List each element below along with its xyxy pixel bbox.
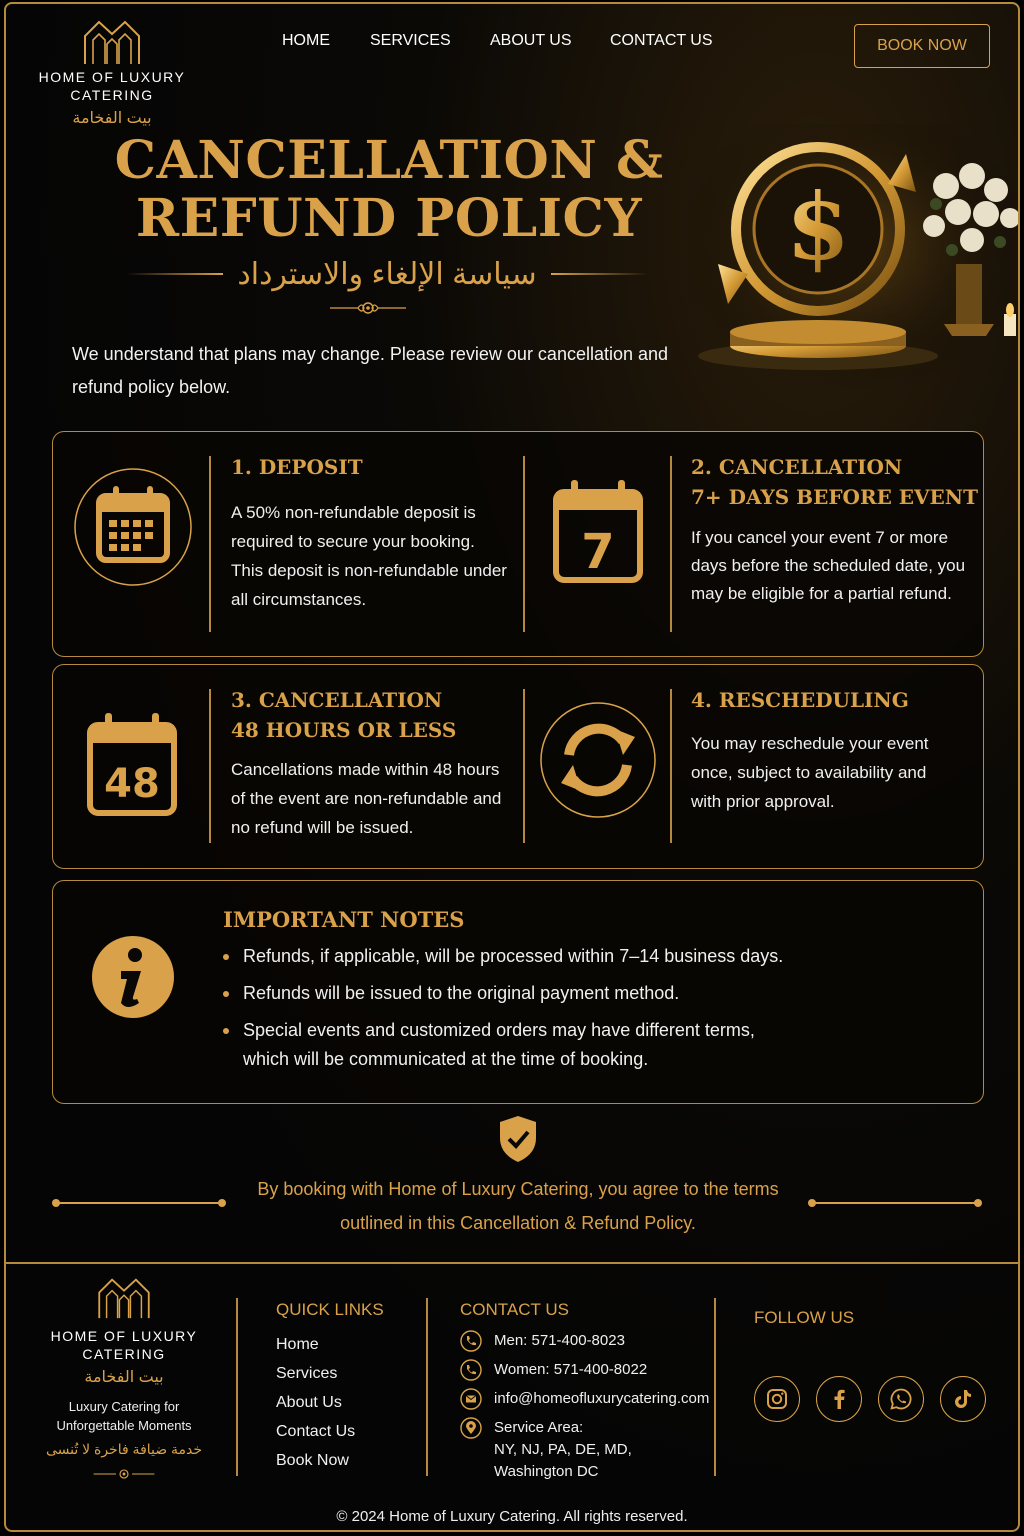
contact-list: [460, 1330, 709, 1490]
tiktok-link[interactable]: [940, 1376, 986, 1422]
whatsapp-link[interactable]: [878, 1376, 924, 1422]
footer-link-about[interactable]: About Us: [276, 1394, 342, 1411]
contact-area: [460, 1417, 709, 1483]
book-now-button[interactable]: BOOK NOW: [854, 24, 990, 68]
notes-title: IMPORTANT NOTES: [223, 907, 465, 932]
divider-line: [56, 1202, 222, 1204]
quick-links-title: QUICK LINKS: [276, 1300, 384, 1319]
deposit-text: A 50% non-refundable deposit is required to secure your booking. This deposit is non-refundable under all circumstances.: [231, 503, 507, 609]
instagram-link[interactable]: [754, 1376, 800, 1422]
shield-check-icon: [496, 1114, 540, 1164]
footer-brand-arabic: بيت الفخامة: [84, 1369, 164, 1386]
divider-line: [209, 456, 211, 632]
ornament-icon: [328, 298, 408, 318]
mail-icon: [460, 1388, 482, 1410]
deposit-title: [231, 452, 363, 482]
footer-link-book-now[interactable]: Book Now: [276, 1452, 349, 1469]
nav-home[interactable]: HOME: [282, 32, 330, 49]
divider-line: [126, 273, 223, 275]
cancel48-title-line2: 48 HOURS OR LESS: [231, 718, 457, 742]
footer-tagline-arabic: خدمة ضيافة فاخرة لا تُنسى: [45, 1441, 203, 1457]
footer-link-home[interactable]: Home: [276, 1336, 319, 1353]
contact-women[interactable]: [460, 1359, 709, 1381]
reschedule-icon-wrap: [539, 701, 657, 824]
divider-line: [670, 456, 672, 632]
divider-line: [551, 273, 648, 275]
brand-logo[interactable]: [32, 18, 192, 128]
note-item: Refunds will be issued to the original payment method.: [223, 979, 803, 1008]
area-label: Service Area:: [494, 1419, 584, 1436]
reschedule-title-text: 4. RESCHEDULING: [691, 688, 909, 712]
cancel7-icon-wrap: [551, 476, 645, 591]
cancel48-text: Cancellations made within 48 hours of the event are non-refundable and no refund will be issued.: [231, 760, 502, 837]
info-icon: [91, 935, 175, 1019]
contact-email[interactable]: [460, 1388, 709, 1410]
contact-title: CONTACT US: [460, 1300, 569, 1319]
calendar-number: 48: [104, 761, 160, 807]
page-frame: [4, 2, 1020, 1532]
deposit-icon-wrap: [73, 462, 193, 597]
cancel7-title-line1: 2. CANCELLATION: [691, 455, 903, 479]
footer-link-services[interactable]: Services: [276, 1365, 338, 1382]
notes-list: [223, 942, 803, 1074]
notes-content: [223, 907, 803, 1082]
house-logo-icon: [83, 18, 141, 66]
refresh-icon: [539, 701, 657, 819]
agreement-text: By booking with Home of Luxury Catering, you agree to the terms outlined in this Cancellation & Refund Policy.: [257, 1179, 779, 1233]
refund-emblem-icon: [688, 124, 1018, 394]
important-notes-card: [52, 880, 984, 1104]
main-nav: [282, 32, 730, 50]
cancel7-title: [691, 452, 978, 512]
footer-brand-line1: HOME OF LUXURY: [50, 1328, 198, 1344]
cancel7-title-line2: 7+ DAYS BEFORE EVENT: [691, 485, 978, 509]
quick-links: [276, 1330, 355, 1475]
follow-title: FOLLOW US: [754, 1308, 855, 1327]
reschedule-title: [691, 685, 909, 715]
page-title-line1: CANCELLATION &: [114, 130, 664, 191]
policy-card-row-1: [52, 431, 984, 657]
divider-line: [523, 456, 525, 632]
contact-men-text: Men: 571-400-8023: [494, 1332, 625, 1349]
copyright-text: © 2024 Home of Luxury Catering. All rights reserved.: [336, 1508, 688, 1525]
calendar-7-icon: [551, 476, 645, 586]
area-line2: Washington DC: [494, 1463, 599, 1480]
contact-women-text: Women: 571-400-8022: [494, 1361, 648, 1378]
page-title-arabic: سياسة الإلغاء والاسترداد: [237, 257, 537, 291]
footer-brand: [36, 1276, 212, 1487]
nav-contact[interactable]: CONTACT US: [610, 32, 713, 49]
footer-column-divider: [714, 1298, 716, 1476]
cancel7-text: If you cancel your event 7 or more days before the scheduled date, you may be eligible for a partial refund.: [691, 528, 966, 603]
cancel48-title: [231, 685, 456, 745]
nav-services[interactable]: SERVICES: [370, 32, 451, 49]
phone-icon: [460, 1330, 482, 1352]
cancel48-icon-wrap: [85, 709, 179, 824]
footer-column-divider: [236, 1298, 238, 1476]
reschedule-text: You may reschedule your event once, subject to availability and with prior approval.: [691, 734, 929, 811]
facebook-link[interactable]: [816, 1376, 862, 1422]
footer-link-contact[interactable]: Contact Us: [276, 1423, 356, 1440]
deposit-title-text: 1. DEPOSIT: [231, 455, 363, 479]
facebook-icon: [827, 1387, 851, 1411]
divider-line: [523, 689, 525, 843]
note-item: Refunds, if applicable, will be processed within 7–14 business days.: [223, 942, 803, 971]
divider-line: [209, 689, 211, 843]
page-title: [106, 132, 672, 248]
footer-tagline: Luxury Catering for Unforgettable Moments: [56, 1399, 192, 1433]
contact-area-text: [494, 1417, 632, 1483]
footer-brand-name: [36, 1327, 212, 1363]
footer-brand-line2: CATERING: [82, 1346, 166, 1362]
social-links: [754, 1376, 986, 1422]
area-line1: NY, NJ, PA, DE, MD,: [494, 1441, 632, 1458]
footer-divider: [6, 1262, 1018, 1264]
brand-name-line1: HOME OF LUXURY: [38, 69, 186, 85]
divider-line: [670, 689, 672, 843]
brand-name-line2: CATERING: [70, 87, 154, 103]
nav-about[interactable]: ABOUT US: [490, 32, 572, 49]
divider-line: [812, 1202, 978, 1204]
note-item: Special events and customized orders may have different terms, which will be communicated at the time of booking.: [223, 1016, 803, 1074]
tiktok-icon: [951, 1387, 975, 1411]
cancel48-title-line1: 3. CANCELLATION: [231, 688, 443, 712]
brand-name: [32, 68, 192, 104]
whatsapp-icon: [889, 1387, 913, 1411]
arabic-title-row: [126, 254, 648, 294]
calendar-number: 7: [581, 524, 615, 580]
house-logo-icon: [97, 1276, 151, 1320]
phone-icon: [460, 1359, 482, 1381]
page-title-line2: REFUND POLICY: [135, 188, 643, 249]
calendar-icon: [73, 462, 193, 592]
contact-email-text: info@homeofluxurycatering.com: [494, 1390, 710, 1407]
contact-men[interactable]: [460, 1330, 709, 1352]
instagram-icon: [765, 1387, 789, 1411]
svg-text:$: $: [785, 173, 851, 281]
footer-column-divider: [426, 1298, 428, 1476]
policy-card-row-2: [52, 664, 984, 869]
intro-text: We understand that plans may change. Please review our cancellation and refund policy below.: [72, 344, 669, 397]
brand-name-arabic: بيت الفخامة: [72, 110, 152, 127]
location-pin-icon: [460, 1417, 482, 1439]
calendar-48-icon: [85, 709, 179, 819]
ornament-icon: [84, 1466, 164, 1482]
